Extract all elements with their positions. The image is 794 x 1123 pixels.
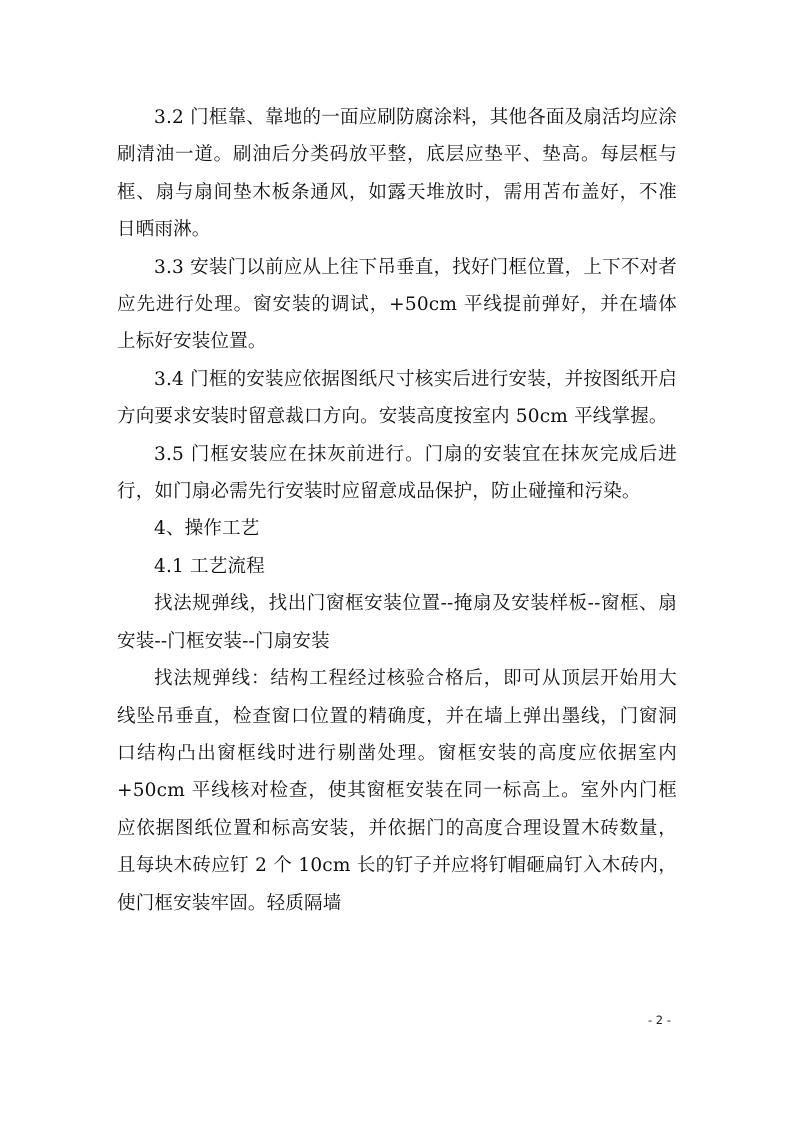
section-heading-4: 4、操作工艺	[154, 518, 260, 540]
line-marking-paragraph: 找法规弹线：结构工程经过核验合格后，即可从顶层开始用大线坠吊垂直，检查窗口位置的精确度，并在墙上弹出墨线，门窗洞口结构凸出窗框线时进行剔凿处理。窗框安装的高度应依据室内+50cm 平线核对检查，使其窗框安装在同一标高上。室外内门框应依据图纸位置和标高安装，并依据门的高度合理设置木砖数量，且每块木砖应钉 2 个 10cm 长的钉子并应将钉帽砸扁钉入木砖内，使门框安装牢固。轻质隔墙	[117, 668, 677, 914]
page-number: - 2 -	[648, 1013, 671, 1027]
paragraph-3-3: 3.3 安装门以前应从上往下吊垂直，找好门框位置，上下不对者应先进行处理。窗安装的调试，+50cm 平线提前弹好，并在墙体上标好安装位置。	[117, 256, 677, 353]
section-heading-4-1: 4.1 工艺流程	[154, 555, 265, 577]
paragraph-3-4: 3.4 门框的安装应依据图纸尺寸核实后进行安装，并按图纸开启方向要求安装时留意裁口方向。安装高度按室内 50cm 平线掌握。	[117, 368, 677, 428]
paragraph-3-2: 3.2 门框靠、靠地的一面应刷防腐涂料，其他各面及扇活均应涂刷清油一道。刷油后分类码放平整，底层应垫平、垫高。每层框与框、扇与扇间垫木板条通风，如露天堆放时，需用苫布盖好，不准日晒雨淋。	[117, 107, 677, 241]
process-flow-paragraph: 找法规弹线，找出门窗框安装位置--掩扇及安装样板--窗框、扇安装--门框安装--门扇安装	[117, 593, 677, 652]
paragraph-3-5: 3.5 门框安装应在抹灰前进行。门扇的安装宜在抹灰完成后进行，如门扇必需先行安装时应留意成品保护，防止碰撞和污染。	[117, 443, 677, 503]
body-text	[117, 99, 677, 922]
